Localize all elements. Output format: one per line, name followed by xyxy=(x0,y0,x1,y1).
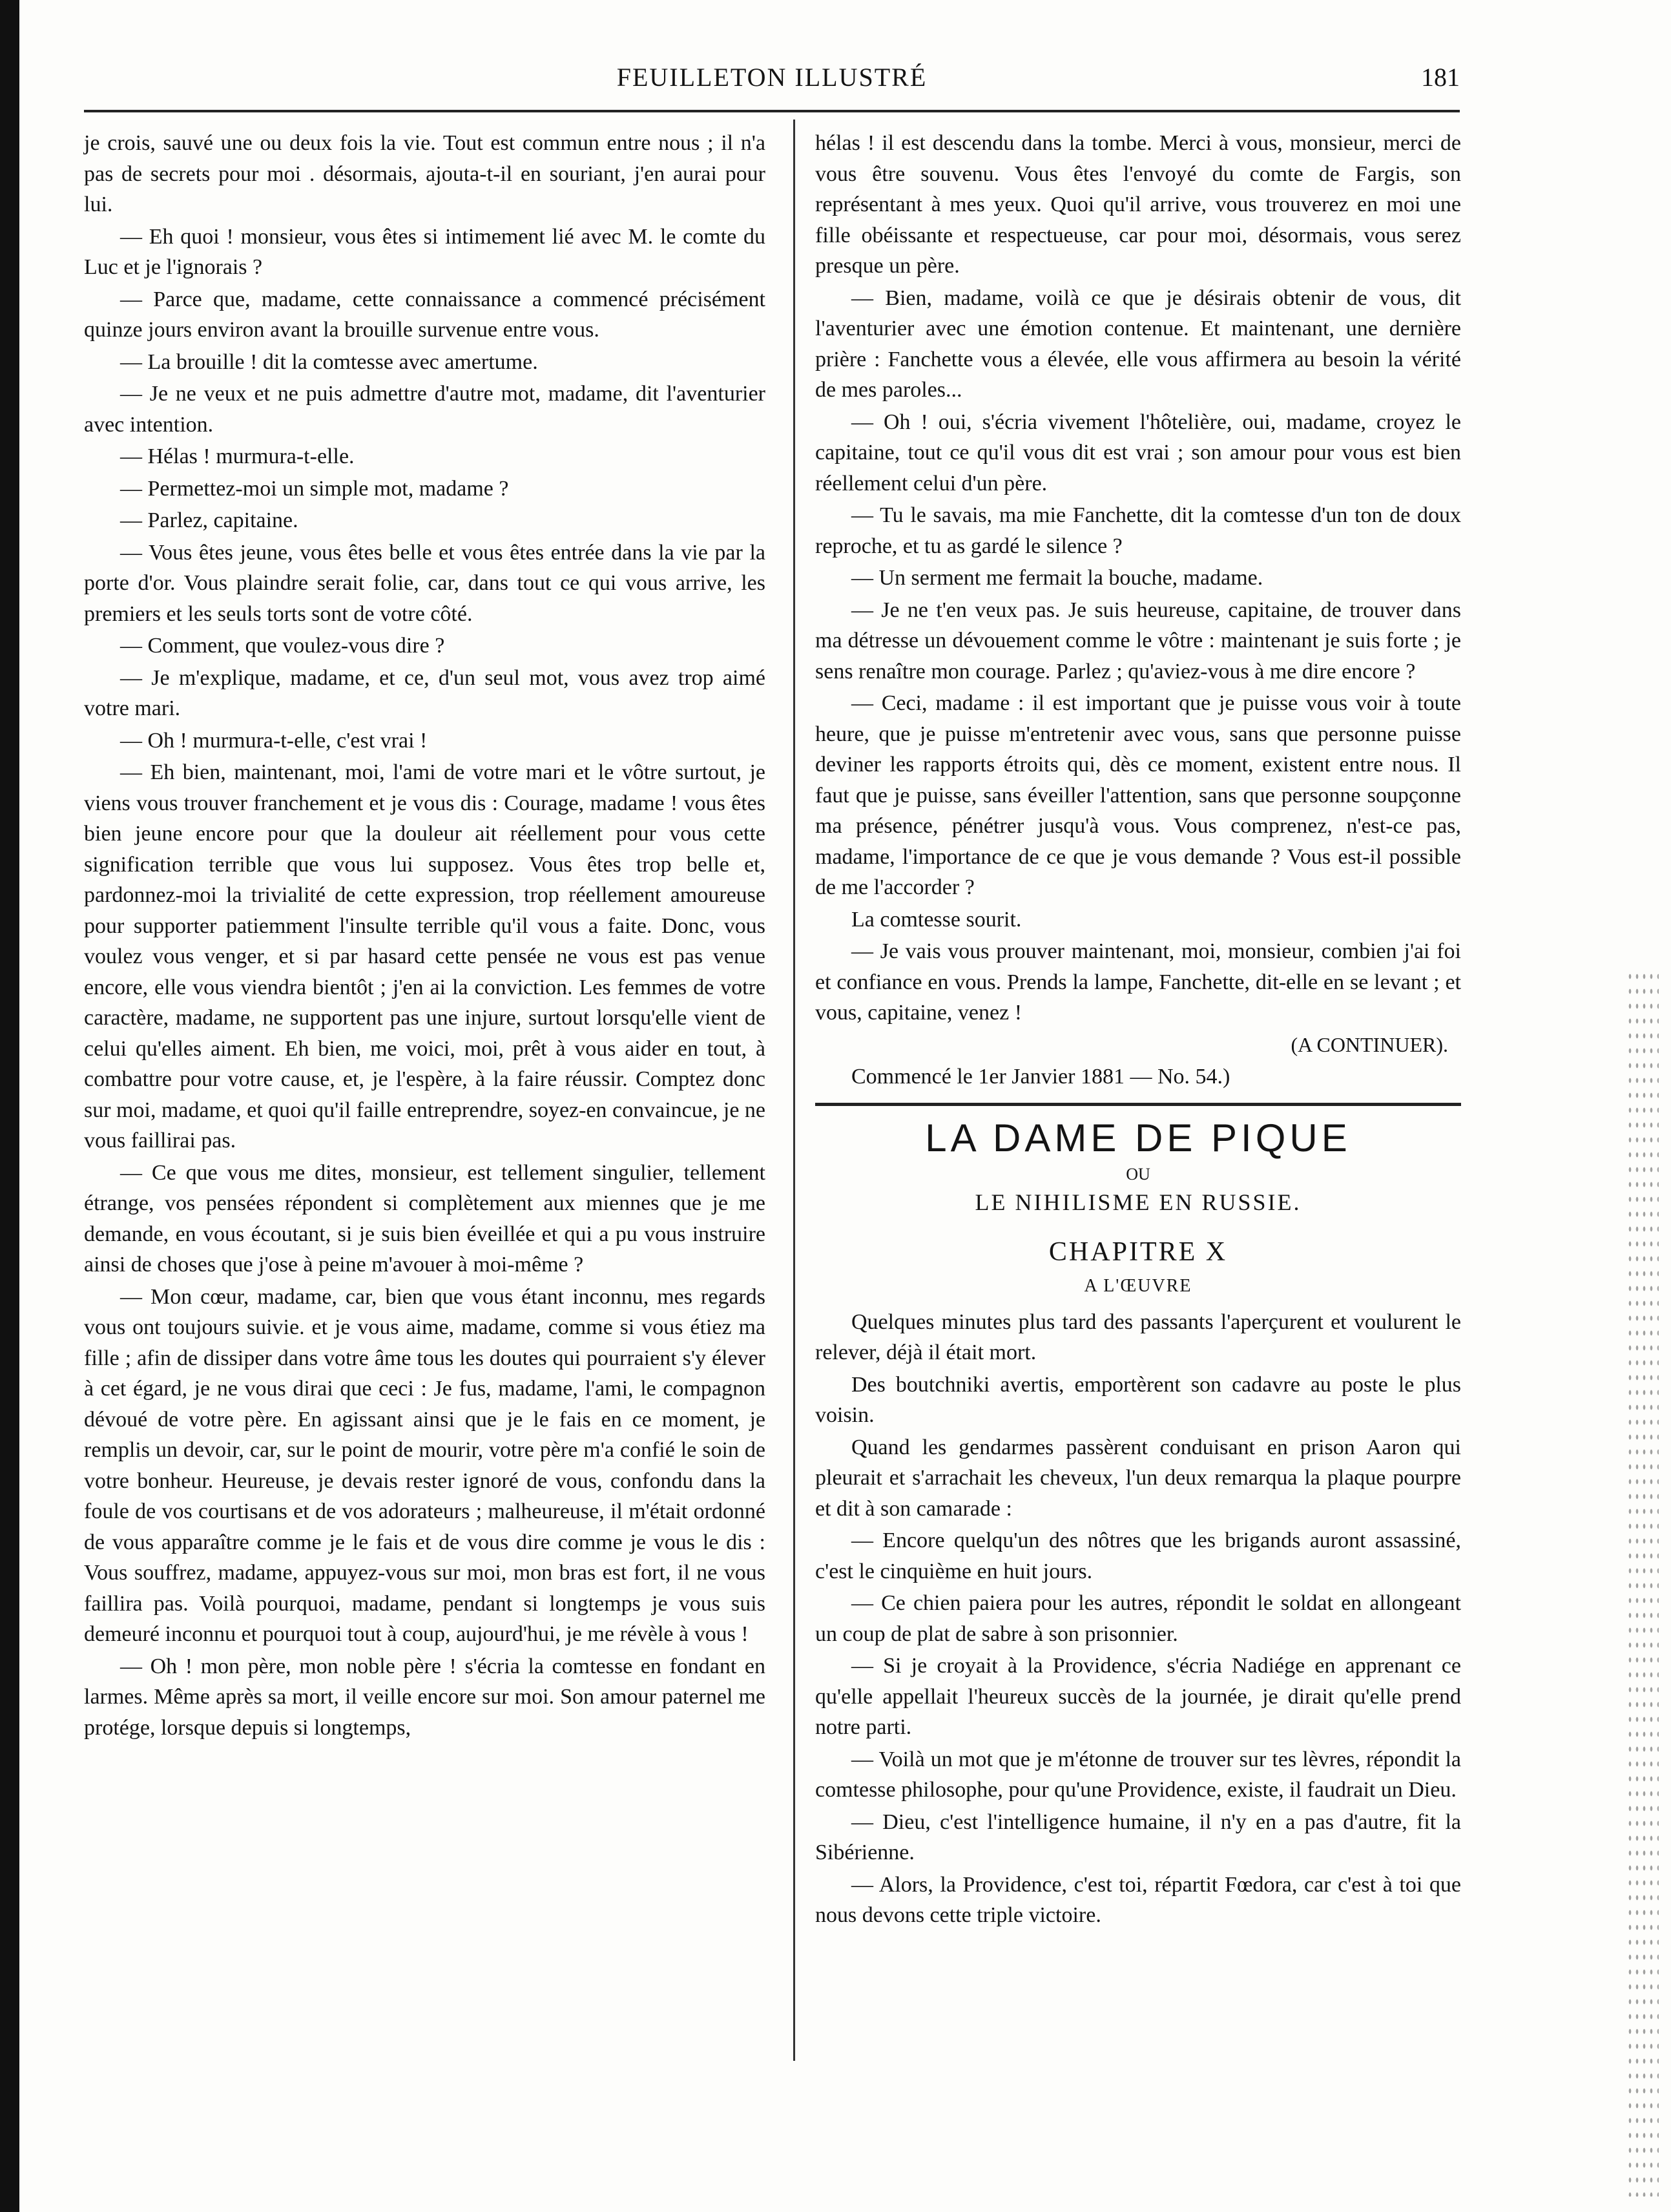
paragraph: — Ce chien paiera pour les autres, répondit le soldat en allongeant un coup de plat de sabre à son prisonnier. xyxy=(815,1591,1461,1646)
paragraph: — Dieu, c'est l'intelligence humaine, il n'y en a pas d'autre, fit la Sibérienne. xyxy=(815,1810,1461,1864)
chapter-subtitle: A L'ŒUVRE xyxy=(1084,1276,1192,1296)
paragraph: — Eh bien, maintenant, moi, l'ami de votre mari et le vôtre surtout, je viens vous trouver franchement et je vous dis : Courage, madame ! vous êtes bien jeune encore pour que la douleur ait réellement pour vous cette signification terrible que vous lui supposez. Vous êtes trop belle et, pardonnez-moi la trivialité de cette expression, trop réellement amoureuse pour supporter patiemment l'insulte terrible qu'il vous a faite. Donc, vous voulez vous venger, et si par hasard cette pensée ne vous est pas venue encore, elle vous viendra bientôt ; j'en ai la conviction. Les femmes de votre caractère, madame, ne supportent pas une injure, surtout lorsqu'elle vient de celui qu'elles aiment. Eh bien, me voici, moi, prêt à vous aider en tout, à combattre pour votre cause, et, je l'espère, à la faire réussir. Comptez donc sur moi, madame, et quoi qu'il faille entreprendre, soyez-en convaincue, je ne vous faillirai pas. xyxy=(84,760,765,1153)
paragraph: — Je ne t'en veux pas. Je suis heureuse, capitaine, de trouver dans ma détresse un dévouement comme le vôtre : maintenant je suis forte ; je sens renaître mon courage. Parlez ; qu'aviez-vous à me dire encore ? xyxy=(815,598,1461,683)
paragraph: — Hélas ! murmura-t-elle. xyxy=(120,444,355,468)
paragraph: La comtesse sourit. xyxy=(851,907,1022,932)
paragraph: — Si je croyait à la Providence, s'écria Nadiége en apprenant ce qu'elle appellait l'heureux succès de la journée, je dirait qu'elle prend notre parti. xyxy=(815,1654,1461,1739)
story-title: LA DAME DE PIQUE xyxy=(925,1116,1351,1160)
continuation-note: (A CONTINUER). xyxy=(1291,1032,1448,1056)
paragraph: — Vous êtes jeune, vous êtes belle et vous êtes entrée dans la vie par la porte d'or. Vous plaindre serait folie, car, dans tout ce qui vous arrive, les premiers et les seuls torts sont de votre côté. xyxy=(84,540,765,626)
story-subtitle: LE NIHILISME EN RUSSIE. xyxy=(975,1189,1302,1215)
paragraph: — Tu le savais, ma mie Fanchette, dit la comtesse d'un ton de doux reproche, et tu as gardé le silence ? xyxy=(815,503,1461,558)
paragraph: — Ce que vous me dites, monsieur, est tellement singulier, tellement étrange, vos pensées répondent si complètement aux miennes que je me demande, en vous écoutant, si je suis bien éveillée et qui a pu vous instruire ainsi de choses que j'ose à peine m'avouer à moi-même ? xyxy=(84,1160,765,1277)
paragraph: — Alors, la Providence, c'est toi, répartit Fœdora, car c'est à toi que nous devons cette triple victoire. xyxy=(815,1872,1461,1927)
paragraph: — Comment, que voulez-vous dire ? xyxy=(120,634,445,658)
paragraph: Des boutchniki avertis, emportèrent son cadavre au poste le plus voisin. xyxy=(815,1372,1461,1427)
paragraph: — Je ne veux et ne puis admettre d'autre mot, madame, dit l'aventurier avec intention. xyxy=(84,382,765,437)
paragraph: — Eh quoi ! monsieur, vous êtes si intimement lié avec M. le comte du Luc et je l'ignorais ? xyxy=(84,224,765,279)
paragraph: — Mon cœur, madame, car, bien que vous étant inconnu, mes regards vous ont toujours suivie. et je vous aime, madame, comme si vous étiez ma fille ; afin de dissiper dans votre âme tous les doutes qui pourraient s'y élever à cet égard, je ne vous dirai que ceci : Je fus, madame, l'ami, le compagnon dévoué de votre père. En agissant ainsi que je le fais en ce moment, je remplis un devoir, car, sur le point de mourir, votre père m'a confié le soin de votre bonheur. Heureuse, je devais rester ignoré de vous, confondu dans la foule de vos courtisans et de vos adorateurs ; malheureuse, il m'était ordonné de vous apparaître comme je le fais et de vous dire comme je vous le dis : Vous souffrez, madame, appuyez-vous sur moi, mon bras est fort, il ne vous faillira pas. Voilà pourquoi, madame, pendant si longtemps je vous suis demeuré inconnu et pourquoi tout à coup, aujourd'hui, je me révèle à vous ! xyxy=(84,1284,765,1646)
paragraph: Quelques minutes plus tard des passants l'aperçurent et voulurent le relever, déjà il était mort. xyxy=(815,1309,1461,1364)
paragraph: — Un serment me fermait la bouche, madame. xyxy=(851,566,1263,590)
paragraph: — Parce que, madame, cette connaissance a commencé précisément quinze jours environ avant la brouille survenue entre vous. xyxy=(84,287,765,342)
page-edge-speckle xyxy=(1626,969,1659,2196)
paragraph: — Bien, madame, voilà ce que je désirais obtenir de vous, dit l'aventurier avec une émotion contenue. Et maintenant, une dernière prière : Fanchette vous a élevée, elle vous affirmera au besoin la vérité de mes paroles... xyxy=(815,286,1461,402)
right-column xyxy=(815,128,1461,1932)
paragraph: — Parlez, capitaine. xyxy=(120,508,298,532)
page-number: 181 xyxy=(1421,63,1460,92)
paragraph: hélas ! il est descendu dans la tombe. Merci à vous, monsieur, merci de vous être souvenu. Vous êtes l'envoyé du comte de Fargis, son représentant à mes yeux. Quoi qu'il arrive, vous trouverez en moi une fille obéissante et respectueuse, car pour moi, désormais, vous serez presque un père. xyxy=(815,131,1461,278)
paragraph: — Permettez-moi un simple mot, madame ? xyxy=(120,476,509,501)
left-column xyxy=(84,128,765,1744)
chapter-title: CHAPITRE X xyxy=(1048,1237,1228,1267)
paragraph: je crois, sauvé une ou deux fois la vie. Tout est commun entre nous ; il n'a pas de secrets pour moi . désormais, ajouta-t-il en souriant, j'en aurai pour lui. xyxy=(84,131,765,216)
section-rule xyxy=(815,1103,1461,1106)
story-conjunction: OU xyxy=(1126,1164,1150,1184)
paragraph: — Oh ! murmura-t-elle, c'est vrai ! xyxy=(120,728,428,753)
paragraph: — Oh ! oui, s'écria vivement l'hôtelière, oui, madame, croyez le capitaine, tout ce qu'il vous dit est vrai ; son amour pour vous est bien réellement celui d'un père. xyxy=(815,410,1461,496)
paragraph: — La brouille ! dit la comtesse avec amertume. xyxy=(120,350,538,374)
column-divider xyxy=(793,120,795,2061)
header-rule xyxy=(84,110,1460,112)
paragraph: Quand les gendarmes passèrent conduisant en prison Aaron qui pleurait et s'arrachait les cheveux, l'un deux remarqua la plaque pourpre et dit à son camarade : xyxy=(815,1435,1461,1521)
serial-note: Commencé le 1er Janvier 1881 — No. 54.) xyxy=(851,1065,1230,1089)
binding-edge xyxy=(0,0,19,2212)
paragraph: — Voilà un mot que je m'étonne de trouver sur tes lèvres, répondit la comtesse philosophe, pour qu'une Providence, existe, il faudrait un Dieu. xyxy=(815,1747,1461,1802)
paragraph: — Oh ! mon père, mon noble père ! s'écria la comtesse en fondant en larmes. Même après sa mort, il veille encore sur moi. Son amour paternel me protége, lorsque depuis si longtemps, xyxy=(84,1654,765,1740)
page-header xyxy=(84,58,1460,97)
paragraph: — Je m'explique, madame, et ce, d'un seul mot, vous avez trop aimé votre mari. xyxy=(84,665,765,720)
paragraph: — Encore quelqu'un des nôtres que les brigands auront assassiné, c'est le cinquième en huit jours. xyxy=(815,1529,1461,1583)
paragraph: — Je vais vous prouver maintenant, moi, monsieur, combien j'ai foi et confiance en vous. Prends la lampe, Fanchette, dit-elle en se levant ; et vous, capitaine, venez ! xyxy=(815,939,1461,1025)
running-head: FEUILLETON ILLUSTRÉ xyxy=(616,63,928,92)
paragraph: — Ceci, madame : il est important que je puisse vous voir à toute heure, que je puisse m'entretenir avec vous, sans que personne puisse deviner les rapports étroits qui, dès ce moment, existent entre nous. Il faut que je puisse, sans éveiller l'attention, sans que personne soupçonne ma présence, pénétrer jusqu'à vous. Vous comprenez, n'est-ce pas, madame, l'importance de ce que je vous demande ? Vous est-il possible de me l'accorder ? xyxy=(815,691,1461,899)
